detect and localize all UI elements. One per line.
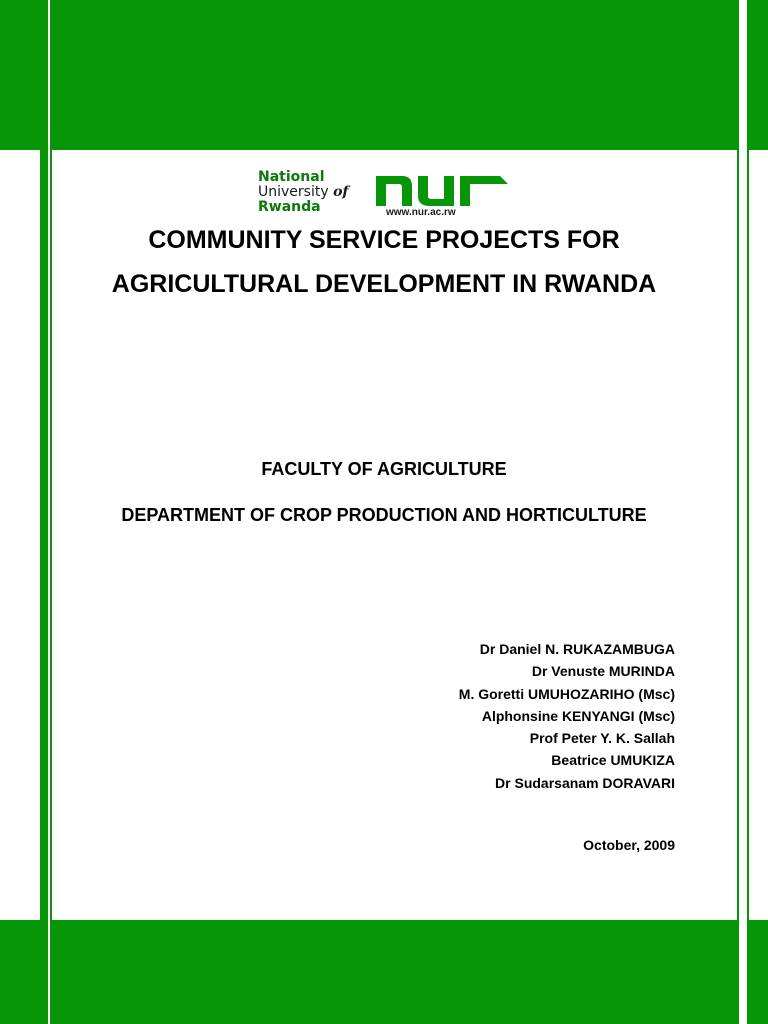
document-title-line-1: COMMUNITY SERVICE PROJECTS FOR — [148, 226, 620, 254]
department-heading: DEPARTMENT OF CROP PRODUCTION AND HORTICULTURE — [121, 505, 647, 525]
author-item: Prof Peter Y. K. Sallah — [529, 730, 675, 747]
logo-of: of — [333, 184, 349, 200]
author-item: M. Goretti UMUHOZARIHO (Msc) — [458, 685, 675, 702]
logo-line-university: University — [258, 184, 329, 200]
top-green-band — [0, 0, 768, 150]
author-item: Beatrice UMUKIZA — [551, 752, 675, 769]
bottom-green-band — [0, 920, 768, 1024]
document-title-line-2: AGRICULTURAL DEVELOPMENT IN RWANDA — [111, 270, 657, 298]
logo-line-rwanda: Rwanda — [258, 199, 321, 215]
university-logo — [258, 170, 516, 220]
right-border-rule — [737, 0, 749, 1024]
logo-url: www.nur.ac.rw — [386, 207, 456, 218]
left-border-rule — [40, 0, 50, 1024]
author-item: Dr Sudarsanam DORAVARI — [495, 774, 675, 791]
author-item: Dr Daniel N. RUKAZAMBUGA — [479, 641, 675, 657]
author-item: Alphonsine KENYANGI (Msc) — [481, 707, 675, 724]
publication-date: October, 2009 — [583, 837, 675, 853]
author-item: Dr Venuste MURINDA — [531, 663, 675, 680]
author-list — [275, 638, 675, 794]
logo-line-national: National — [258, 169, 325, 185]
faculty-heading: FACULTY OF AGRICULTURE — [261, 459, 507, 479]
logo-wordmark — [258, 170, 370, 215]
